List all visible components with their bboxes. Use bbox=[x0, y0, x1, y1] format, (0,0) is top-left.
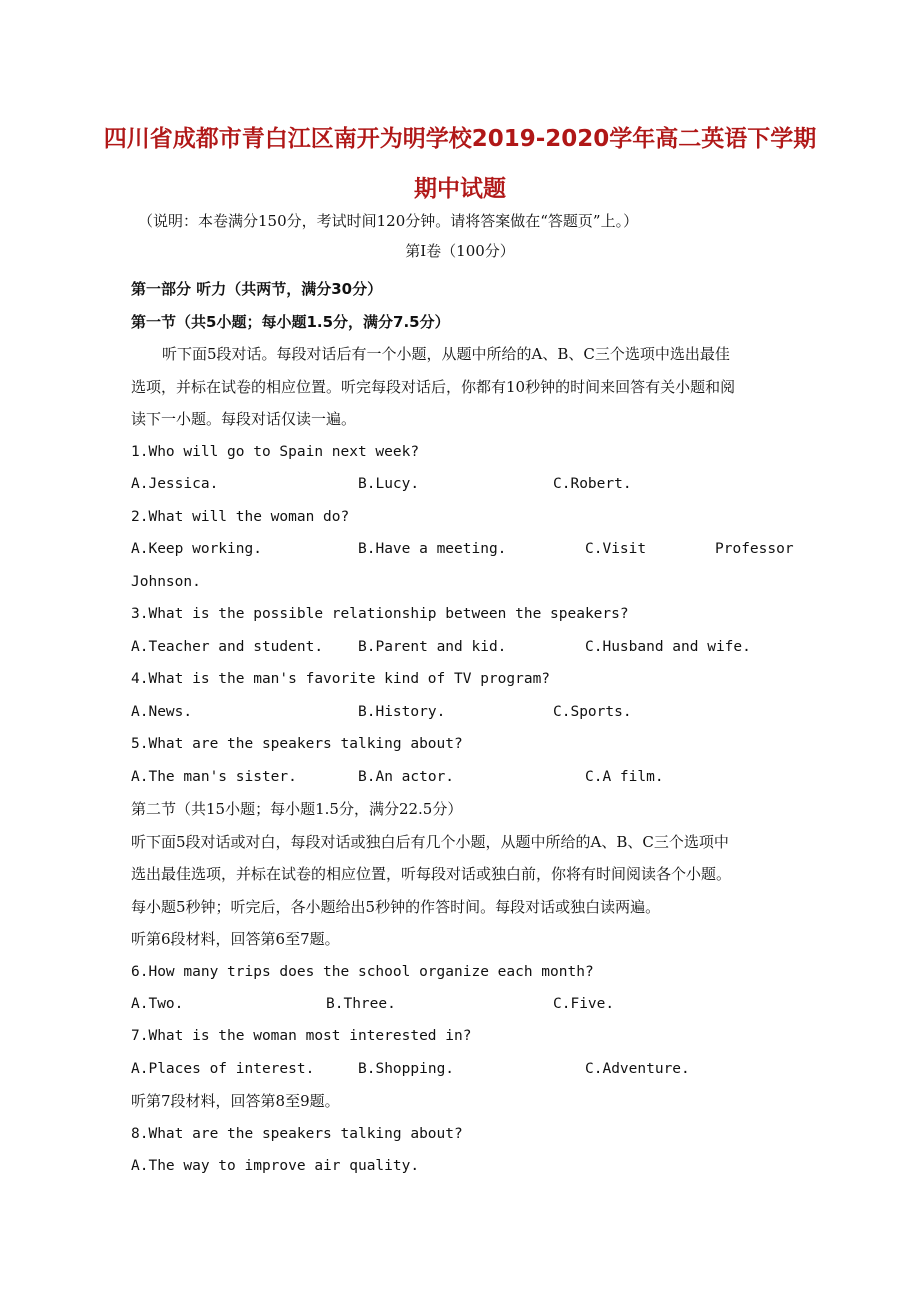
section2-instruction: 选出最佳选项，并标在试卷的相应位置，听每段对话或独白前，你将有时间阅读各个小题。 bbox=[131, 865, 732, 883]
question-2-option-b: B.Have a meeting. bbox=[358, 541, 507, 557]
question-2-option-a: A.Keep working. bbox=[131, 541, 262, 557]
question-8-option-a: A.The way to improve air quality. bbox=[131, 1158, 420, 1174]
exam-note: （说明：本卷满分150分，考试时间120分钟。请将答案做在“答题页”上。） bbox=[138, 212, 639, 230]
question-4-option-c: C.Sports. bbox=[553, 704, 632, 720]
question-6-option-b: B.Three. bbox=[326, 996, 396, 1012]
material-6-note: 听第6段材料，回答第6至7题。 bbox=[131, 930, 340, 948]
section1-heading: 第一节（共5小题；每小题1.5分，满分7.5分） bbox=[131, 313, 450, 331]
question-5-option-c: C.A film. bbox=[585, 769, 664, 785]
document-title-line1: 四川省成都市青白江区南开为明学校2019-2020学年高二英语下学期 bbox=[103, 126, 817, 152]
question-2-option-c-cont: Professor bbox=[715, 541, 794, 557]
question-5-option-b: B.An actor. bbox=[358, 769, 455, 785]
question-5-option-a: A.The man's sister. bbox=[131, 769, 297, 785]
question-3-option-a: A.Teacher and student. bbox=[131, 639, 324, 655]
question-6-option-c: C.Five. bbox=[553, 996, 615, 1012]
question-1-option-a: A.Jessica. bbox=[131, 476, 219, 492]
question-7-option-a: A.Places of interest. bbox=[131, 1061, 315, 1077]
question-7-stem: 7.What is the woman most interested in? bbox=[131, 1028, 472, 1044]
question-8-stem: 8.What are the speakers talking about? bbox=[131, 1126, 463, 1142]
part1-heading: 第一部分 听力（共两节，满分30分） bbox=[131, 280, 383, 298]
question-7-option-b: B.Shopping. bbox=[358, 1061, 455, 1077]
section2-heading: 第二节（共15小题；每小题1.5分，满分22.5分） bbox=[131, 800, 463, 818]
question-4-stem: 4.What is the man's favorite kind of TV program? bbox=[131, 671, 551, 687]
question-2-option-c: C.Visit bbox=[585, 541, 647, 557]
material-7-note: 听第7段材料，回答第8至9题。 bbox=[131, 1092, 340, 1110]
question-7-option-c: C.Adventure. bbox=[585, 1061, 690, 1077]
question-2-stem: 2.What will the woman do? bbox=[131, 509, 350, 525]
question-2-option-c-cont: Johnson. bbox=[131, 574, 201, 590]
section1-instruction: 读下一小题。每段对话仅读一遍。 bbox=[131, 410, 357, 428]
section1-instruction: 选项，并标在试卷的相应位置。听完每段对话后，你都有10秒钟的时间来回答有关小题和阅 bbox=[131, 378, 736, 396]
question-6-option-a: A.Two. bbox=[131, 996, 184, 1012]
question-1-option-c: C.Robert. bbox=[553, 476, 632, 492]
question-3-option-b: B.Parent and kid. bbox=[358, 639, 507, 655]
section1-instruction: 听下面5段对话。每段对话后有一个小题，从题中所给的A、B、C三个选项中选出最佳 bbox=[162, 345, 730, 363]
question-4-option-a: A.News. bbox=[131, 704, 193, 720]
volume-heading: 第Ⅰ卷（100分） bbox=[405, 242, 515, 260]
question-1-stem: 1.Who will go to Spain next week? bbox=[131, 444, 420, 460]
question-5-stem: 5.What are the speakers talking about? bbox=[131, 736, 463, 752]
question-6-stem: 6.How many trips does the school organize each month? bbox=[131, 964, 594, 980]
question-3-option-c: C.Husband and wife. bbox=[585, 639, 751, 655]
section2-instruction: 每小题5秒钟；听完后，各小题给出5秒钟的作答时间。每段对话或独白读两遍。 bbox=[131, 898, 661, 916]
document-title-line2: 期中试题 bbox=[414, 176, 506, 202]
question-3-stem: 3.What is the possible relationship between the speakers? bbox=[131, 606, 629, 622]
question-1-option-b: B.Lucy. bbox=[358, 476, 420, 492]
question-4-option-b: B.History. bbox=[358, 704, 446, 720]
section2-instruction: 听下面5段对话或对白，每段对话或独白后有几个小题，从题中所给的A、B、C三个选项中 bbox=[131, 833, 729, 851]
